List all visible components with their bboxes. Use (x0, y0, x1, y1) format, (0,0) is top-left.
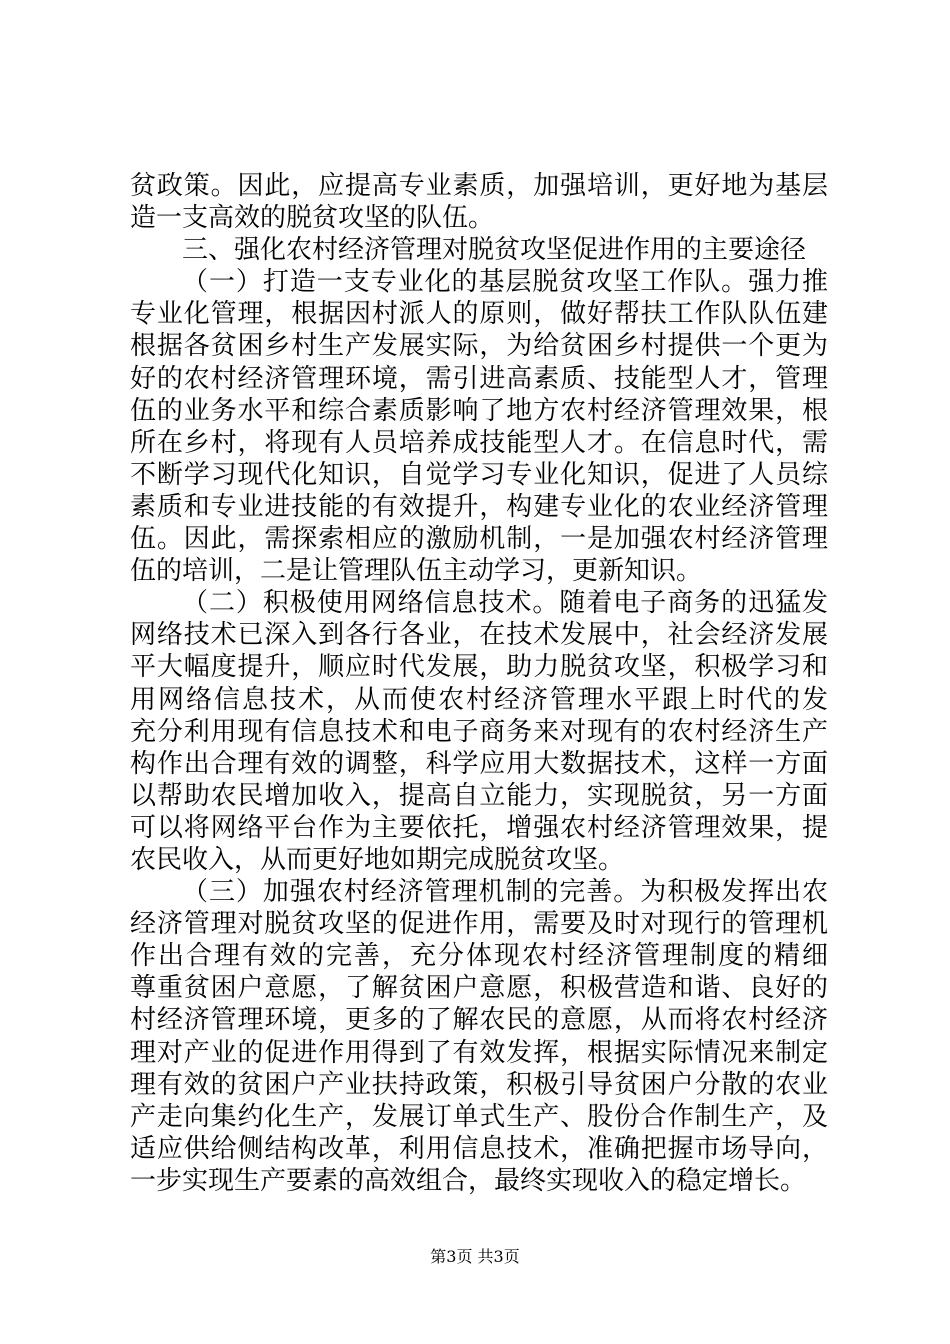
body-line: 网络技术已深入到各行各业，在技术发展中，社会经济发展 (130, 620, 828, 651)
paragraph-start-line: （一）打造一支专业化的基层脱贫攻坚工作队。强力推 (182, 267, 828, 298)
body-line: 构作出合理有效的调整，科学应用大数据技术，这样一方面 (130, 748, 828, 779)
body-line: 所在乡村，将现有人员培养成技能型人才。在信息时代，需 (130, 427, 828, 458)
body-line: 经济管理对脱贫攻坚的促进作用，需要及时对现行的管理机 (130, 909, 828, 940)
body-line: 用网络信息技术，从而使农村经济管理水平跟上时代的发 (130, 684, 828, 715)
body-line: 一步实现生产要素的高效组合，最终实现收入的稳定增长。 (130, 1165, 807, 1196)
body-line: 村经济管理环境，更多的了解农民的意愿，从而将农村经济 (130, 1005, 828, 1036)
body-line: 平大幅度提升，顺应时代发展，助力脱贫攻坚，积极学习和 (130, 652, 828, 683)
body-line: 以帮助农民增加收入，提高自立能力，实现脱贫，另一方面 (130, 780, 828, 811)
body-line: 贫政策。因此，应提高专业素质，加强培训，更好地为基层 (130, 171, 828, 201)
body-line: 理对产业的促进作用得到了有效发挥，根据实际情况来制定 (130, 1037, 828, 1068)
body-line: 作出合理有效的完善，充分体现农村经济管理制度的精细 (130, 941, 828, 972)
body-line: 造一支高效的脱贫攻坚的队伍。 (130, 203, 495, 234)
body-line: 不断学习现代化知识，自觉学习专业化知识，促进了人员综 (130, 459, 828, 490)
body-line: 素质和专业进技能的有效提升，构建专业化的农业经济管理 (130, 491, 828, 522)
paragraph-start-line: （三）加强农村经济管理机制的完善。为积极发挥出农 (182, 877, 828, 908)
body-line: 伍的业务水平和综合素质影响了地方农村经济管理效果，根 (130, 395, 828, 426)
body-line: 尊重贫困户意愿，了解贫困户意愿，积极营造和谐、良好的 (130, 973, 828, 1004)
body-line: 理有效的贫困户产业扶持政策，积极引导贫困户分散的农业 (130, 1069, 828, 1100)
body-line: 适应供给侧结构改革，利用信息技术，准确把握市场导向， (130, 1133, 828, 1164)
body-line: 充分利用现有信息技术和电子商务来对现有的农村经济生产 (130, 716, 828, 747)
body-line: 根据各贫困乡村生产发展实际，为给贫困乡村提供一个更为 (130, 331, 828, 362)
section-heading: 三、强化农村经济管理对脱贫攻坚促进作用的主要途径 (182, 235, 807, 266)
page-number-footer: 第3页 共3页 (430, 1247, 520, 1266)
body-line: 专业化管理，根据因村派人的原则，做好帮扶工作队队伍建 (130, 299, 828, 330)
paragraph-start-line: （二）积极使用网络信息技术。随着电子商务的迅猛发 (182, 588, 828, 619)
body-line: 农民收入，从而更好地如期完成脱贫攻坚。 (130, 844, 625, 875)
body-line: 伍的培训，二是让管理队伍主动学习，更新知识。 (130, 556, 703, 587)
body-line: 伍。因此，需探索相应的激励机制，一是加强农村经济管理 (130, 524, 828, 555)
body-line: 可以将网络平台作为主要依托，增强农村经济管理效果，提 (130, 812, 828, 843)
body-line: 产走向集约化生产，发展订单式生产、股份合作制生产，及 (130, 1101, 828, 1132)
document-body (130, 170, 828, 1197)
body-line: 好的农村经济管理环境，需引进高素质、技能型人才，管理 (130, 363, 828, 394)
